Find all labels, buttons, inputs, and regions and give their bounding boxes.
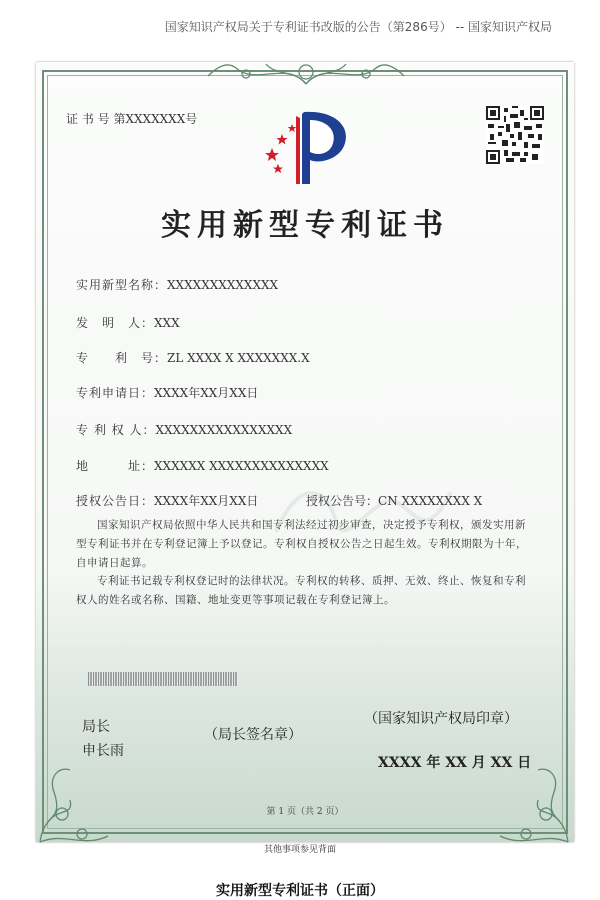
- field-patentee: [76, 421, 292, 438]
- certificate-number: 证 书 号 第XXXXXXX号: [66, 112, 198, 126]
- field-utility-model-name: [76, 276, 278, 293]
- barcode: [88, 672, 238, 686]
- field-label: 专 利 权 人：: [76, 423, 156, 437]
- field-label: 授权公告日：: [76, 494, 155, 508]
- field-value: XXXXXX XXXXXXXXXXXXXX: [154, 459, 329, 473]
- field-value: XXX: [154, 316, 180, 330]
- field-value: ZL XXXX X XXXXXXX.X: [167, 351, 310, 365]
- field-inventor: [76, 314, 180, 331]
- bottom-left-ornament: [34, 752, 114, 848]
- field-value: XXXX年XX月XX日: [154, 494, 259, 508]
- field-value: XXXX年XX月XX日: [154, 386, 259, 400]
- page-top-caption: 国家知识产权局关于专利证书改版的公告（第286号） -- 国家知识产权局: [164, 20, 552, 34]
- field-label: 地 址：: [76, 459, 155, 473]
- office-seal: （国家知识产权局印章）: [364, 711, 518, 727]
- field-grant-date: [76, 492, 258, 509]
- top-ornament: [206, 56, 406, 90]
- field-label: 专利申请日：: [76, 386, 155, 400]
- director-signature-seal: （局长签名章）: [204, 727, 302, 743]
- field-patent-number: [76, 349, 310, 366]
- certificate-title: 实用新型专利证书: [161, 208, 449, 243]
- field-value: XXXXXXXXXXXXXXXX: [155, 423, 293, 437]
- field-application-date: [76, 384, 258, 401]
- director-title: 局长: [82, 719, 110, 735]
- director-name: 申长雨: [82, 743, 124, 759]
- field-value: CN XXXXXXXX X: [378, 494, 483, 508]
- page-marker: 第 1 页（共 2 页）: [266, 807, 344, 817]
- field-label: 发 明 人：: [76, 316, 155, 330]
- field-label: 实用新型名称：: [76, 278, 168, 292]
- field-label: 专 利 号：: [76, 351, 168, 365]
- grant-paragraph: 国家知识产权局依照中华人民共和国专利法经过初步审查，决定授予专利权，颁发实用新型专利证书并在专利登记簿上予以登记。专利权自授权公告之日起生效。专利权期限为十年，自申请日起算。: [76, 519, 527, 569]
- signing-date: XXXX 年 XX 月 XX 日: [378, 755, 532, 771]
- cnipa-emblem-icon: [256, 104, 356, 186]
- field-value: XXXXXXXXXXXXX: [167, 278, 279, 292]
- back-side-note: 其他事项参见背面: [263, 845, 336, 855]
- patent-certificate: [36, 62, 574, 842]
- qr-code: [486, 106, 544, 164]
- legal-status-paragraph: 专利证书记载专利权登记时的法律状况。专利权的转移、质押、无效、终止、恢复和专利权人的姓名或名称、国籍、地址变更等事项记载在专利登记簿上。: [76, 575, 526, 606]
- image-caption: 实用新型专利证书（正面）: [216, 883, 384, 899]
- field-label: 授权公告号：: [306, 494, 379, 508]
